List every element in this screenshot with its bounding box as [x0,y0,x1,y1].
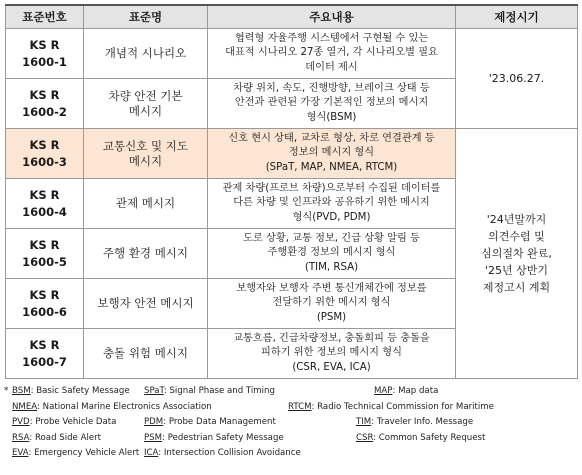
header-name: 표준명 [84,5,208,29]
note-text: : Map data [392,386,439,396]
standard-name: 충돌 위험 메시지 [84,329,208,379]
note-text: : Pedestrian Safety Message [162,432,284,443]
standard-code: KS R 1600-5 [6,229,84,279]
note-text: : Intersection Collision Avoidance [158,448,301,459]
standard-content: 도로 상황, 교통 정보, 긴급 상황 알림 등 주행환경 정보의 메시지 형식 (TIM, RSA) [208,229,456,279]
standard-name: 보행자 안전 메시지 [84,279,208,329]
enactment-period-1: '23.06.27. [456,29,578,129]
note-text: : Basic Safety Message [30,386,130,396]
note-abbr: PSM [144,432,163,443]
note-abbr: PDM [144,417,164,428]
note-text: : Emergency Vehicle Alert [28,448,140,459]
standard-code: KS R 1600-6 [6,279,84,329]
standard-code: KS R 1600-3 [6,129,84,179]
table-row [6,29,578,79]
note-text: : National Marine Electronics Association [37,401,212,412]
standard-name: 주행 환경 메시지 [84,229,208,279]
note-abbr: ICA [144,448,159,459]
note-row [4,431,578,447]
footnote-marker: * [4,386,9,396]
standards-table [5,4,578,379]
header-code: 표준번호 [6,5,84,29]
note-abbr: MAP [374,386,393,396]
standard-content: 교통흐름, 긴급차량정보, 충돌회피 등 충돌을 피하기 위한 정보의 메시지 형식 (CSR, EVA, ICA) [208,329,456,379]
standard-code: KS R 1600-4 [6,179,84,229]
note-abbr: CSR [356,432,374,443]
note-row [4,446,578,462]
note-text: : Common Safety Request [373,432,486,443]
standard-code: KS R 1600-1 [6,29,84,79]
note-row [4,415,578,431]
note-abbr: RSA [12,432,30,443]
standard-content: 차량 위치, 속도, 진행방향, 브레이크 상태 등 안전과 관련된 가장 기본적인 정보의 메시지 형식(BSM) [208,79,456,129]
table-row-highlighted [6,129,578,179]
standard-name: 교통신호 및 지도 메시지 [84,129,208,179]
note-text: : Radio Technical Commission for Maritime [311,401,494,412]
standard-code: KS R 1600-7 [6,329,84,379]
standard-code: KS R 1600-2 [6,79,84,129]
note-abbr: TIM [356,417,372,428]
note-abbr: PVD [12,417,30,428]
header-period: 제정시기 [456,5,578,29]
header-content: 주요내용 [208,5,456,29]
note-text: : Probe Data Management [163,417,276,428]
standard-content: 협력형 자율주행 시스템에서 구현될 수 있는 대표적 시나리오 27종 열거, 각 시나리오별 필요 데이터 제시 [208,29,456,79]
note-row [4,400,578,416]
standard-content: 관제 차량(프로브 차량)으로부터 수집된 데이터를 다른 차량 및 인프라와 공유하기 위한 메시지 형식(PVD, PDM) [208,179,456,229]
note-text: : Probe Vehicle Data [29,417,117,428]
note-abbr: BSM [12,386,31,396]
note-row [4,384,578,400]
enactment-period-2: '24년말까지 의견수렴 및 심의절차 완료, '25년 상반기 제정고시 계획 [456,129,578,379]
standard-content: 신호 현시 상태, 교차로 형상, 차로 연결관계 등 정보의 메시지 형식 (SPaT, MAP, NMEA, RTCM) [208,129,456,179]
standard-name: 차량 안전 기본 메시지 [84,79,208,129]
note-abbr: SPaT [144,386,164,396]
abbreviation-notes [4,384,578,462]
note-text: : Road Side Alert [29,432,102,443]
standard-name: 개념적 시나리오 [84,29,208,79]
header-row [6,5,578,29]
note-abbr: EVA [12,448,29,459]
standard-content: 보행자와 보행자 주변 통신개체간에 정보를 전달하기 위한 메시지 형식 (PSM) [208,279,456,329]
note-abbr: RTCM [288,401,312,412]
standard-name: 관제 메시지 [84,179,208,229]
note-text: : Signal Phase and Timing [163,386,275,396]
note-abbr: NMEA [12,401,38,412]
note-text: : Traveler Info. Message [371,417,474,428]
